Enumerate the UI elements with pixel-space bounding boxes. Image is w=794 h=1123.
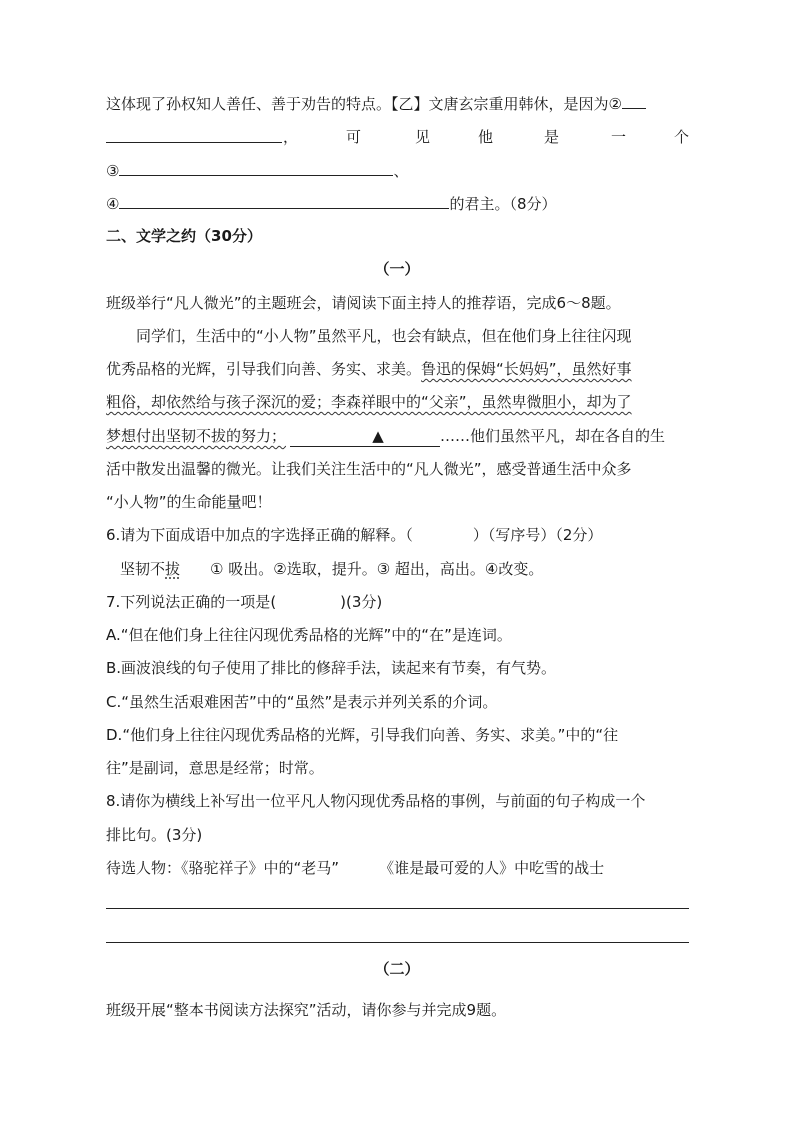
wavy-underlined-text: 梦想付出坚韧不拔的努力； [106, 427, 287, 445]
question-8-cont: 排比句。(3分) [106, 826, 203, 844]
circled-number: ③ [106, 162, 120, 180]
question-stem: 6.请为下面成语中加点的字选择正确的解释。（ [106, 526, 413, 544]
justified-char: 是 [544, 128, 560, 146]
question-stem: 7.下列说法正确的一项是( [106, 593, 277, 611]
part-title-1: （一） [374, 260, 420, 278]
fill-in-blank[interactable] [290, 426, 440, 447]
passage-line: “小人物”的生命能量吧！ [106, 493, 272, 511]
line-text: 的君主。（8分） [449, 195, 557, 213]
answer-rule-1[interactable] [106, 908, 689, 909]
line-text: 、 [393, 162, 409, 180]
option-c: C.“虽然生活艰难困苦”中的“虽然”是表示并列关系的介词。 [106, 693, 498, 711]
section-heading: 二、文学之约（30分） [106, 227, 262, 245]
line-text: 这体现了孙权知人善任、善于劝告的特点。【乙】文唐玄宗重用韩休，是因为② [106, 95, 622, 113]
passage-line: 同学们，生活中的“小人物”虽然平凡，也会有缺点，但在他们身上往往闪现 [136, 327, 632, 345]
options-text: ① 吸出。②选取，提升。③ 超出，高出。④改变。 [210, 560, 544, 578]
candidate-1: 《骆驼祥子》中的“老马” [181, 859, 340, 877]
part-title-2: （二） [374, 960, 420, 978]
option-b: B.画波浪线的句子使用了排比的修辞手法，读起来有节奏，有气势。 [106, 659, 557, 677]
answer-line-4 [106, 193, 557, 214]
candidate-label: 待选人物： [106, 859, 182, 877]
passage-line [106, 392, 632, 412]
question-stem: )(3分) [340, 593, 383, 611]
justified-char: 一 [611, 128, 627, 146]
wavy-underlined-text: 粗俗，却依然给与孩子深沉的爱；李森祥眼中的“父亲”，虽然卑微胆小，却为了 [106, 393, 632, 411]
answer-blank[interactable] [119, 160, 393, 176]
dotted-char: 拔 [165, 560, 181, 578]
justified-char: 可 [346, 128, 362, 146]
triangle-marker: ▲ [372, 427, 384, 445]
passage-line [106, 426, 665, 447]
question-7 [106, 592, 382, 612]
answer-line-3 [106, 160, 408, 181]
answer-blank[interactable] [106, 127, 282, 143]
candidate-2: 《谁是最可爱的人》中吃雪的战士 [379, 859, 605, 877]
question-6-options [120, 559, 543, 579]
idiom-text: 坚韧不 [120, 560, 166, 578]
justified-char: 他 [478, 128, 494, 146]
option-d: D.“他们身上往往闪现优秀品格的光辉，引导我们向善、务实、求美。”中的“往 [106, 726, 619, 744]
answer-line-2 [106, 127, 282, 148]
circled-number: ④ [106, 195, 120, 213]
question-stem: ）（写序号）（2分） [472, 526, 603, 544]
passage-text: 优秀品格的光辉，引导我们向善、务实、求美。 [106, 360, 422, 378]
intro-text: 班级举行“凡人微光”的主题班会，请阅读下面主持人的推荐语，完成6～8题。 [106, 294, 621, 312]
option-d-cont: 往”是副词，意思是经常；时常。 [106, 759, 324, 777]
question-8: 8.请你为横线上补写出一位平凡人物闪现优秀品格的事例，与前面的句子构成一个 [106, 792, 646, 810]
candidate-line [106, 858, 604, 878]
justified-char: ， [283, 128, 299, 146]
part-2-intro: 班级开展“整本书阅读方法探究”活动，请你参与并完成9题。 [106, 1001, 507, 1019]
justified-char: 个 [674, 128, 690, 146]
answer-blank[interactable] [119, 193, 449, 209]
justified-char: 见 [415, 128, 431, 146]
option-a: A.“但在他们身上往往闪现优秀品格的光辉”中的“在”是连词。 [106, 626, 512, 644]
wavy-underlined-text: 鲁迅的保姆“长妈妈”，虽然好事 [421, 360, 632, 378]
answer-line-1 [106, 93, 646, 114]
answer-rule-2[interactable] [106, 942, 689, 943]
passage-line: 活中散发出温馨的微光。让我们关注生活中的“凡人微光”，感受普通生活中众多 [106, 460, 632, 478]
answer-blank[interactable] [622, 93, 646, 109]
passage-line [106, 359, 632, 379]
question-6 [106, 525, 602, 545]
passage-text: ……他们虽然平凡，却在各自的生 [440, 427, 666, 445]
